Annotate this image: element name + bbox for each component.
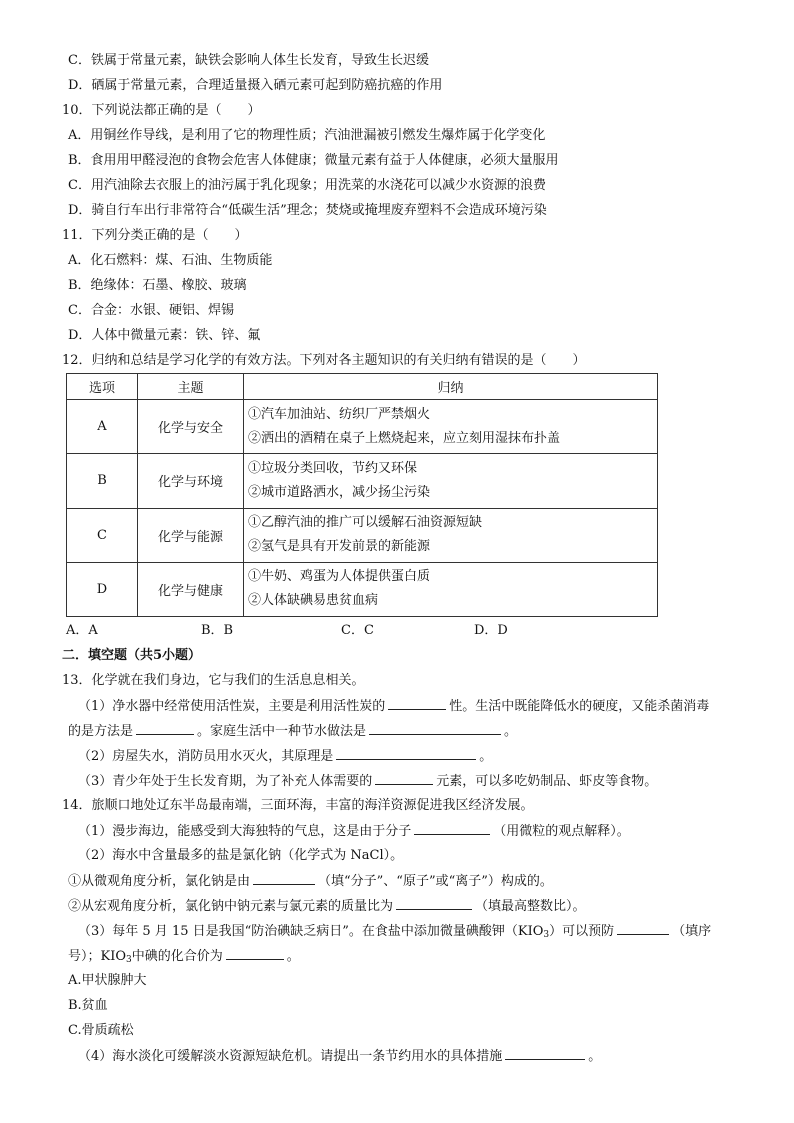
q14-part2: （2）海水中含量最多的盐是氯化钠（化学式为 NaCl）。 bbox=[78, 848, 404, 863]
q11-option-c: C．合金：水银、硬铝、焊锡 bbox=[68, 303, 234, 318]
q10-option-d: D．骑自行车出行非常符合“低碳生活”理念；焚烧或掩埋废弃塑料不会造成环境污染 bbox=[68, 203, 547, 218]
q11-stem: 11．下列分类正确的是（ ） bbox=[62, 228, 248, 243]
table-header-row bbox=[67, 374, 658, 400]
q13-stem: 13．化学就在我们身边，它与我们的生活息息相关。 bbox=[62, 673, 365, 688]
q14-part3-text: 中碘的化合价为 bbox=[131, 949, 223, 964]
q9-option-c: C．铁属于常量元素，缺铁会影响人体生长发育，导致生长迟缓 bbox=[68, 53, 429, 68]
q14-part2-ii bbox=[68, 896, 586, 917]
q14-option-b: B.贫血 bbox=[68, 998, 108, 1013]
answer-blank[interactable] bbox=[336, 746, 476, 760]
row-option: C bbox=[67, 508, 138, 562]
q14-part3-text: （填序 bbox=[672, 924, 712, 939]
q12-table bbox=[66, 373, 658, 617]
q13-part1-text: 的是方法是 bbox=[68, 724, 134, 739]
q10-option-c: C．用汽油除去衣服上的油污属于乳化现象；用洗菜的水浇花可以减少水资源的浪费 bbox=[68, 178, 546, 193]
q13-part3-text: 元素，可以多吃奶制品、虾皮等食物。 bbox=[436, 774, 658, 789]
row-summary bbox=[244, 508, 658, 562]
row-summary bbox=[244, 400, 658, 454]
summary-item: ②人体缺碘易患贫血病 bbox=[248, 593, 379, 609]
q12-stem: 12．归纳和总结是学习化学的有效方法。下列对各主题知识的有关归纳有错误的是（ ） bbox=[62, 353, 586, 368]
q13-part1-line1 bbox=[78, 696, 709, 717]
row-topic: 化学与健康 bbox=[138, 562, 244, 616]
summary-item: ②洒出的酒精在桌子上燃烧起来，应立刻用湿抹布扑盖 bbox=[248, 430, 561, 446]
q14-part1-text: （1）漫步海边，能感受到大海独特的气息，这是由于分子 bbox=[78, 824, 412, 839]
q9-option-d: D．硒属于常量元素，合理适量摄入硒元素可起到防癌抗癌的作用 bbox=[68, 78, 443, 93]
answer-blank[interactable] bbox=[388, 696, 446, 710]
q10-option-a: A．用铜丝作导线，是利用了它的物理性质；汽油泄漏被引燃发生爆炸属于化学变化 bbox=[68, 128, 546, 143]
q14-part3-line1 bbox=[78, 921, 711, 942]
q13-part2-text: （2）房屋失水，消防员用水灭火，其原理是 bbox=[78, 749, 334, 764]
answer-blank[interactable] bbox=[375, 771, 433, 785]
row-option: B bbox=[67, 454, 138, 508]
summary-item: ①乙醇汽油的推广可以缓解石油资源短缺 bbox=[248, 515, 483, 531]
q14-part1 bbox=[78, 821, 630, 842]
q13-part1-text: 。家庭生活中一种节水做法是 bbox=[197, 724, 367, 739]
summary-item: ②氢气是具有开发前景的新能源 bbox=[248, 539, 431, 555]
q14-part2-text: ①从微观角度分析，氯化钠是由 bbox=[68, 874, 251, 889]
row-option: D bbox=[67, 562, 138, 616]
row-topic: 化学与能源 bbox=[138, 508, 244, 562]
q13-part3 bbox=[78, 771, 657, 792]
answer-blank[interactable] bbox=[253, 871, 315, 885]
q11-option-b: B．绝缘体：石墨、橡胶、玻璃 bbox=[68, 278, 247, 293]
q14-option-a: A.甲状腺肿大 bbox=[68, 973, 147, 988]
q14-part4 bbox=[78, 1046, 601, 1067]
answer-blank[interactable] bbox=[136, 721, 194, 735]
q14-part3-text: 。 bbox=[286, 949, 300, 964]
answer-blank[interactable] bbox=[617, 921, 669, 935]
answer-blank[interactable] bbox=[226, 946, 284, 960]
q14-part3-text: （3）每年 5 月 15 日是我国“防治碘缺乏病日”。在食盐中添加微量碘酸钾（KIO bbox=[78, 924, 544, 939]
answer-blank[interactable] bbox=[505, 1046, 585, 1060]
table-row bbox=[67, 562, 658, 616]
summary-item: ①垃圾分类回收，节约又环保 bbox=[248, 460, 418, 476]
header-topic: 主题 bbox=[138, 374, 244, 400]
q14-part4-text: （4）海水淡化可缓解淡水资源短缺危机。请提出一条节约用水的具体措施 bbox=[78, 1049, 503, 1064]
row-topic: 化学与安全 bbox=[138, 400, 244, 454]
header-summary: 归纳 bbox=[244, 374, 658, 400]
q13-part2-text: 。 bbox=[479, 749, 493, 764]
summary-item: ②城市道路洒水，减少扬尘污染 bbox=[248, 484, 431, 500]
row-option: A bbox=[67, 400, 138, 454]
header-option: 选项 bbox=[67, 374, 138, 400]
q14-part4-text: 。 bbox=[588, 1049, 602, 1064]
subscript: 3 bbox=[543, 930, 550, 940]
q14-part3-text: ）可以预防 bbox=[549, 924, 615, 939]
row-summary bbox=[244, 454, 658, 508]
table-row bbox=[67, 454, 658, 508]
q14-stem: 14．旅顺口地处辽东半岛最南端，三面环海，丰富的海洋资源促进我区经济发展。 bbox=[62, 798, 534, 813]
row-topic: 化学与环境 bbox=[138, 454, 244, 508]
table-row bbox=[67, 400, 658, 454]
q13-part1-text: 性。生活中既能降低水的硬度，又能杀菌消毒 bbox=[449, 699, 710, 714]
q14-option-c: C.骨质疏松 bbox=[68, 1023, 134, 1038]
q10-option-b: B．食用用甲醛浸泡的食物会危害人体健康；微量元素有益于人体健康，必须大量服用 bbox=[68, 153, 559, 168]
section-title: 二．填空题（共5小题） bbox=[62, 648, 202, 663]
summary-item: ①牛奶、鸡蛋为人体提供蛋白质 bbox=[248, 569, 431, 585]
q11-option-d: D．人体中微量元素：铁、锌、氟 bbox=[68, 328, 261, 343]
answer-blank[interactable] bbox=[414, 821, 490, 835]
q14-part2-text: （填“分子”、“原子”或“离子”）构成的。 bbox=[318, 874, 553, 889]
q13-part1-text: （1）净水器中经常使用活性炭，主要是利用活性炭的 bbox=[78, 699, 386, 714]
table-row bbox=[67, 508, 658, 562]
q11-option-a: A．化石燃料：煤、石油、生物质能 bbox=[68, 253, 273, 268]
q14-part2-text: （填最高整数比）。 bbox=[475, 899, 586, 914]
q12-choice-d: D．D bbox=[474, 623, 508, 638]
row-summary bbox=[244, 562, 658, 616]
q14-part1-text: （用微粒的观点解释）。 bbox=[493, 824, 630, 839]
q12-choice-b: B．B bbox=[201, 623, 234, 638]
answer-blank[interactable] bbox=[369, 721, 501, 735]
q13-part1-line2 bbox=[68, 721, 517, 742]
q13-part2 bbox=[78, 746, 492, 767]
answer-blank[interactable] bbox=[396, 896, 472, 910]
q12-choice-a: A．A bbox=[66, 623, 98, 638]
q14-part3-line2 bbox=[68, 946, 300, 967]
subscript: 3 bbox=[126, 955, 132, 965]
q12-choice-c: C．C bbox=[341, 623, 374, 638]
q10-stem: 10．下列说法都正确的是（ ） bbox=[62, 103, 261, 118]
q13-part3-text: （3）青少年处于生长发育期，为了补充人体需要的 bbox=[78, 774, 373, 789]
q14-part2-i bbox=[68, 871, 553, 892]
q13-part1-text: 。 bbox=[504, 724, 518, 739]
summary-item: ①汽车加油站、纺织厂严禁烟火 bbox=[248, 406, 431, 422]
q14-part3-text: 号）；KIO bbox=[68, 949, 127, 964]
q14-part2-text: ②从宏观角度分析，氯化钠中钠元素与氯元素的质量比为 bbox=[68, 899, 394, 914]
